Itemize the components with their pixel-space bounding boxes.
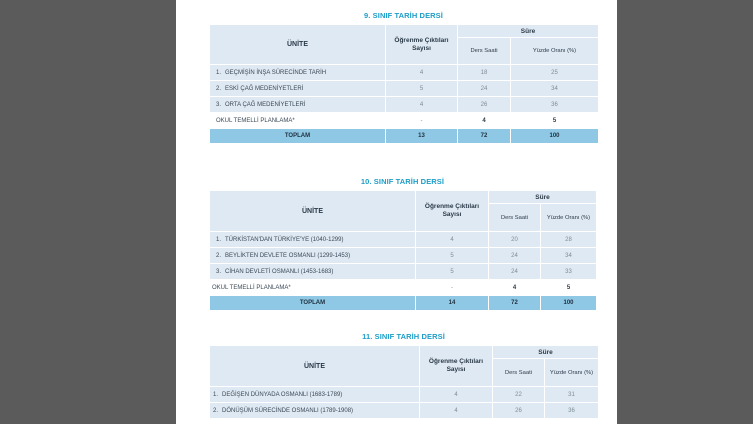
table-title: 9. SINIF TARİH DERSİ [364,11,443,20]
header-yuzde: Yüzde Oranı (%) [541,204,597,232]
unit-number: 2. [216,252,222,259]
cikti-cell: 4 [386,65,458,81]
saat-cell: 22 [493,387,545,403]
unit-cell [210,65,386,81]
unit-number: 2. [216,85,222,92]
header-ders-saati: Ders Saati [458,38,511,65]
table-row [210,232,597,248]
table-row [210,264,597,280]
saat-cell: 26 [493,403,545,419]
header-sure: Süre [458,25,599,38]
cikti-cell: 5 [386,81,458,97]
cikti-cell: 4 [420,403,493,419]
header-cikti: Öğrenme Çıktıları Sayısı [386,25,458,65]
unit-name: ESKİ ÇAĞ MEDENİYETLERİ [225,85,304,92]
total-row [210,296,597,311]
unit-name: DEĞİŞEN DÜNYADA OSMANLI (1683-1789) [222,391,343,398]
unit-name: ORTA ÇAĞ MEDENİYETLERİ [225,101,306,108]
header-sure: Süre [489,191,597,204]
total-yuzde: 100 [541,296,597,311]
total-cikti: 14 [416,296,489,311]
saat-cell: 20 [489,232,541,248]
yuzde-cell: 33 [541,264,597,280]
header-ders-saati: Ders Saati [489,204,541,232]
unit-number: 3. [216,101,222,108]
total-row [210,129,599,144]
cikti-cell: - [386,113,458,129]
cikti-cell: 5 [416,264,489,280]
plan-label: OKUL TEMELLİ PLANLAMA* [210,113,386,129]
saat-cell: 26 [458,97,511,113]
yuzde-cell: 5 [541,280,597,296]
total-cikti: 13 [386,129,458,144]
cikti-cell: 4 [386,97,458,113]
header-yuzde: Yüzde Oranı (%) [511,38,599,65]
total-saat: 72 [489,296,541,311]
table-row [210,403,599,419]
plan-row [210,113,599,129]
unit-name: TÜRKİSTAN'DAN TÜRKİYE'YE (1040-1299) [225,236,344,243]
plan-row [210,280,597,296]
yuzde-cell: 28 [541,232,597,248]
yuzde-cell: 5 [511,113,599,129]
unit-cell [210,387,420,403]
cikti-cell: 5 [416,248,489,264]
header-unite: ÜNİTE [210,346,420,387]
unit-name: GEÇMİŞİN İNŞA SÜRECİNDE TARİH [225,69,327,76]
table-section-9 [209,11,598,144]
cikti-cell: 4 [416,232,489,248]
yuzde-cell: 36 [511,97,599,113]
cikti-cell: 4 [420,387,493,403]
saat-cell: 4 [458,113,511,129]
table-row [210,387,599,403]
header-cikti: Öğrenme Çıktıları Sayısı [416,191,489,232]
yuzde-cell: 34 [511,81,599,97]
cikti-cell: - [416,280,489,296]
total-yuzde: 100 [511,129,599,144]
saat-cell: 18 [458,65,511,81]
table-row [210,65,599,81]
unit-number: 1. [216,69,222,76]
curriculum-table [209,345,599,419]
header-cikti: Öğrenme Çıktıları Sayısı [420,346,493,387]
header-unite: ÜNİTE [210,25,386,65]
plan-label: OKUL TEMELLİ PLANLAMA* [210,280,416,296]
unit-number: 3. [216,268,222,275]
table-section-10 [209,177,596,311]
saat-cell: 24 [489,264,541,280]
unit-cell [210,81,386,97]
unit-name: CİHAN DEVLETİ OSMANLI (1453-1683) [225,268,334,275]
total-label: TOPLAM [210,129,386,144]
total-label: TOPLAM [210,296,416,311]
unit-cell [210,232,416,248]
unit-cell [210,248,416,264]
unit-cell [210,403,420,419]
unit-number: 1. [216,236,222,243]
table-title: 11. SINIF TARİH DERSİ [362,332,445,341]
yuzde-cell: 25 [511,65,599,81]
total-saat: 72 [458,129,511,144]
table-row [210,81,599,97]
table-row [210,97,599,113]
document-page [176,0,617,424]
curriculum-table [209,190,597,311]
unit-number: 2. [213,407,219,414]
table-section-11 [209,332,598,419]
yuzde-cell: 34 [541,248,597,264]
unit-name: DÖNÜŞÜM SÜRECİNDE OSMANLI (1789-1908) [222,407,354,414]
unit-number: 1. [213,391,219,398]
header-unite: ÜNİTE [210,191,416,232]
header-yuzde: Yüzde Oranı (%) [545,359,599,387]
curriculum-table [209,24,599,144]
saat-cell: 24 [458,81,511,97]
header-ders-saati: Ders Saati [493,359,545,387]
table-row [210,248,597,264]
yuzde-cell: 36 [545,403,599,419]
saat-cell: 24 [489,248,541,264]
saat-cell: 4 [489,280,541,296]
unit-cell [210,97,386,113]
header-sure: Süre [493,346,599,359]
unit-name: BEYLİKTEN DEVLETE OSMANLI (1299-1453) [225,252,351,259]
unit-cell [210,264,416,280]
yuzde-cell: 31 [545,387,599,403]
table-title: 10. SINIF TARİH DERSİ [360,177,445,186]
